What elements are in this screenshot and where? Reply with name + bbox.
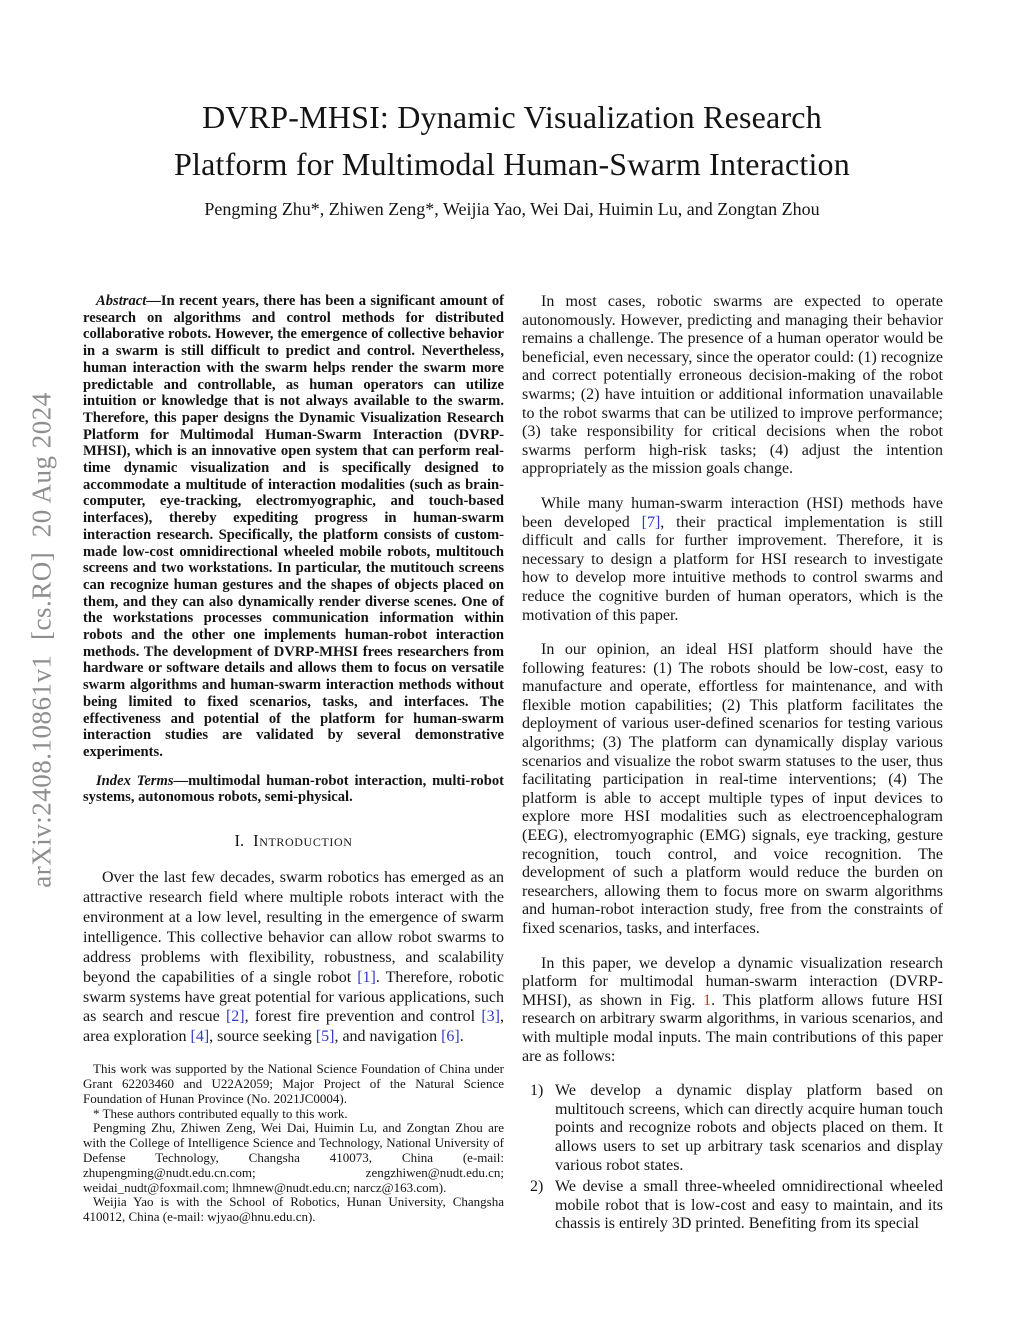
authors-line: Pengming Zhu*, Zhiwen Zeng*, Weijia Yao, Wei Dai, Huimin Lu, and Zongtan Zhou xyxy=(204,199,820,219)
citation-link[interactable]: [6] xyxy=(441,1028,460,1046)
paragraph-this-paper: In this paper, we develop a dynamic visualization research platform for multimodal human-swarm interaction (DVRP-MHSI), as shown in Fig. 1. This platform allows future HSI research on arbitrary swarm algorithms, in various scenarios, and with multiple modal inputs. The main contributions of this paper are as follows: xyxy=(522,954,943,1065)
abstract-text: —In recent years, there has been a significant amount of research on algorithms and control methods for distributed collaborative robots. However, the emergence of collective behavior in a swarm is still difficult to predict and control. Nevertheless, human interaction with the swarm helps render the swarm more predictable and controllable, as human operators can utilize intuition or knowledge that is not always available to the swarm. Therefore, this paper designs the Dynamic Visualization Research Platform for Multimodal Human-Swarm Interaction (DVRP-MHSI), which is an innovative open system that can perform real-time dynamic visualization and is specifically designed to accommodate a multitude of interaction modalities (such as brain-computer, eye-tracking, electromyographic, and touch-based interfaces), thereby expediting progress in human-swarm interaction research. Specifically, the platform consists of custom-made low-cost omnidirectional wheeled mobile robots, multitouch screens and two workstations. In particular, the mutitouch screens can recognize human gestures and the shapes of objects placed on them, and they can also dynamically render diverse scenes. One of the workstations processes communication information within robots and the other one implements human-robot interaction methods. The development of DVRP-MHSI frees researchers from hardware or software details and allows them to focus on versatile swarm algorithms and human-swarm interaction methods without being limited to fixed scenarios, tasks, and interfaces. The effectiveness and potential of the platform for human-swarm interaction studies are validated by several demonstrative experiments. xyxy=(83,293,504,760)
footnote-block xyxy=(83,1062,504,1225)
footnote-affiliation-hnu: Weijia Yao is with the School of Robotics, Hunan University, Changsha 410012, China (e-mail: wjyao@hnu.edu.cn). xyxy=(83,1194,504,1225)
contributions-list xyxy=(522,1082,943,1234)
right-column xyxy=(522,293,943,1237)
section-title: Introduction xyxy=(253,831,353,851)
paragraph-our-opinion: In our opinion, an ideal HSI platform should have the following features: (1) The robots should be low-cost, easy to manufacture and operate, effortless for maintenance, and with flexible motion capabilities; (2) This platform facilitates the deployment of various user-defined scenarios for testing various algorithms; (3) The platform can dynamically display various scenarios and visualize the robot swarm statuses to the user, thus facilitating participation in real-time interventions; (4) The platform is able to accept multiple types of input devices to explore more HSI modalities such as electroencephalogram (EEG), electromyographic (EMG) signals, eye tracking, gesture recognition, touch control, and voice recognition. The development of such a platform would reduce the burden on researchers, allowing them to focus more on swarm algorithms and human-robot interaction study, free from the constraints of fixed scenarios, tasks, and interfaces. xyxy=(522,641,943,937)
list-item xyxy=(522,1178,943,1234)
paragraph-while-many: While many human-swarm interaction (HSI) methods have been developed [7], their practical implementation is still difficult and calls for further improvement. Therefore, it is necessary to design a platform for HSI research to investigate how to develop more intuitive methods to control swarms and reduce the cognitive burden of human operators, which is the motivation of this paper. xyxy=(522,494,943,624)
figure-ref-link[interactable]: 1 xyxy=(703,991,712,1009)
section-heading-introduction xyxy=(83,831,504,851)
footnote-equal-contribution: * These authors contributed equally to this work. xyxy=(93,1105,348,1121)
citation-link[interactable]: [3] xyxy=(481,1008,500,1026)
page-title xyxy=(0,94,1024,188)
list-item xyxy=(522,1082,943,1175)
citation-link[interactable]: [2] xyxy=(225,1008,245,1026)
index-terms-text: —multimodal human-robot interaction, multi-robot systems, autonomous robots, semi-physical. xyxy=(83,772,504,806)
footnote-affiliation-nudt: Pengming Zhu, Zhiwen Zeng, Wei Dai, Huimin Lu, and Zongtan Zhou are with the College of Intelligence Science and Technology, National University of Defense Technology, Changsha 410073, China (e-mail: zhupengming@nudt.edu.cn.com; zengzhiwen@nudt.edu.cn; weidai_nudt@foxmail.com; lhmnew@nudt.edu.cn; narcz@163.com). xyxy=(83,1120,504,1195)
citation-link[interactable]: [5] xyxy=(315,1028,335,1046)
list-item-number: 2) xyxy=(530,1178,544,1196)
abstract-paragraph xyxy=(83,293,504,761)
citation-link[interactable]: [1] xyxy=(357,968,376,986)
paragraph-most-cases: In most cases, robotic swarms are expected to operate autonomously. However, predicting and managing their behavior remains a challenge. The presence of a human operator would be beneficial, even necessary, since the operator could: (1) recognize and correct potentially erroneous decision-making of the robot swarms; (2) have intuition or additional information unavailable to the robot swarms that can be utilized to improve performance; (3) take responsibility for critical decisions when the robot swarms perform high-risk tasks; (4) adjust the intention appropriately as the mission goals change. xyxy=(522,293,943,478)
list-item-number: 1) xyxy=(530,1082,544,1100)
footnote-funding: This work was supported by the National Science Foundation of China under Grant 62203460 and U22A2059; Major Project of the Natural Science Foundation of Hunan Province (No. 2021JC0004). xyxy=(83,1061,504,1106)
abstract-label: Abstract xyxy=(96,293,147,309)
citation-link[interactable]: [4] xyxy=(190,1028,210,1046)
arxiv-banner: arXiv:2408.10861v1 [cs.RO] 20 Aug 2024 xyxy=(26,392,57,888)
index-terms-label: Index Terms xyxy=(96,772,174,789)
citation-link[interactable]: [7] xyxy=(641,513,661,531)
section-number: I. xyxy=(234,831,245,851)
list-item-text: We devise a small three-wheeled omnidirectional wheeled mobile robot that is low-cost and easy to maintain, and its chassis is entirely 3D printed. Benefiting from its special xyxy=(555,1178,943,1233)
introduction-paragraph: Over the last few decades, swarm robotics has emerged as an attractive research field where multiple robots interact with the environment at a low level, resulting in the emergence of swarm intelligence. This collective behavior can allow robot swarms to address problems with flexibility, robustness, and scalability beyond the capabilities of a single robot [1]. Therefore, robotic swarm systems have great potential for various applications, such as search and rescue [2], forest fire prevention and control [3], area exploration [4], source seeking [5], and navigation [6]. xyxy=(83,869,505,1046)
index-terms-paragraph xyxy=(83,773,504,806)
list-item-text: We develop a dynamic display platform based on multitouch screens, which can directly acquire human touch points and recognize robots and objects placed on them. It allows users to set up arbitrary task scenarios and display various robot states. xyxy=(555,1082,943,1174)
title-line-1: DVRP-MHSI: Dynamic Visualization Research xyxy=(202,99,822,135)
left-column xyxy=(83,293,504,1225)
title-line-2: Platform for Multimodal Human-Swarm Interaction xyxy=(174,146,850,182)
